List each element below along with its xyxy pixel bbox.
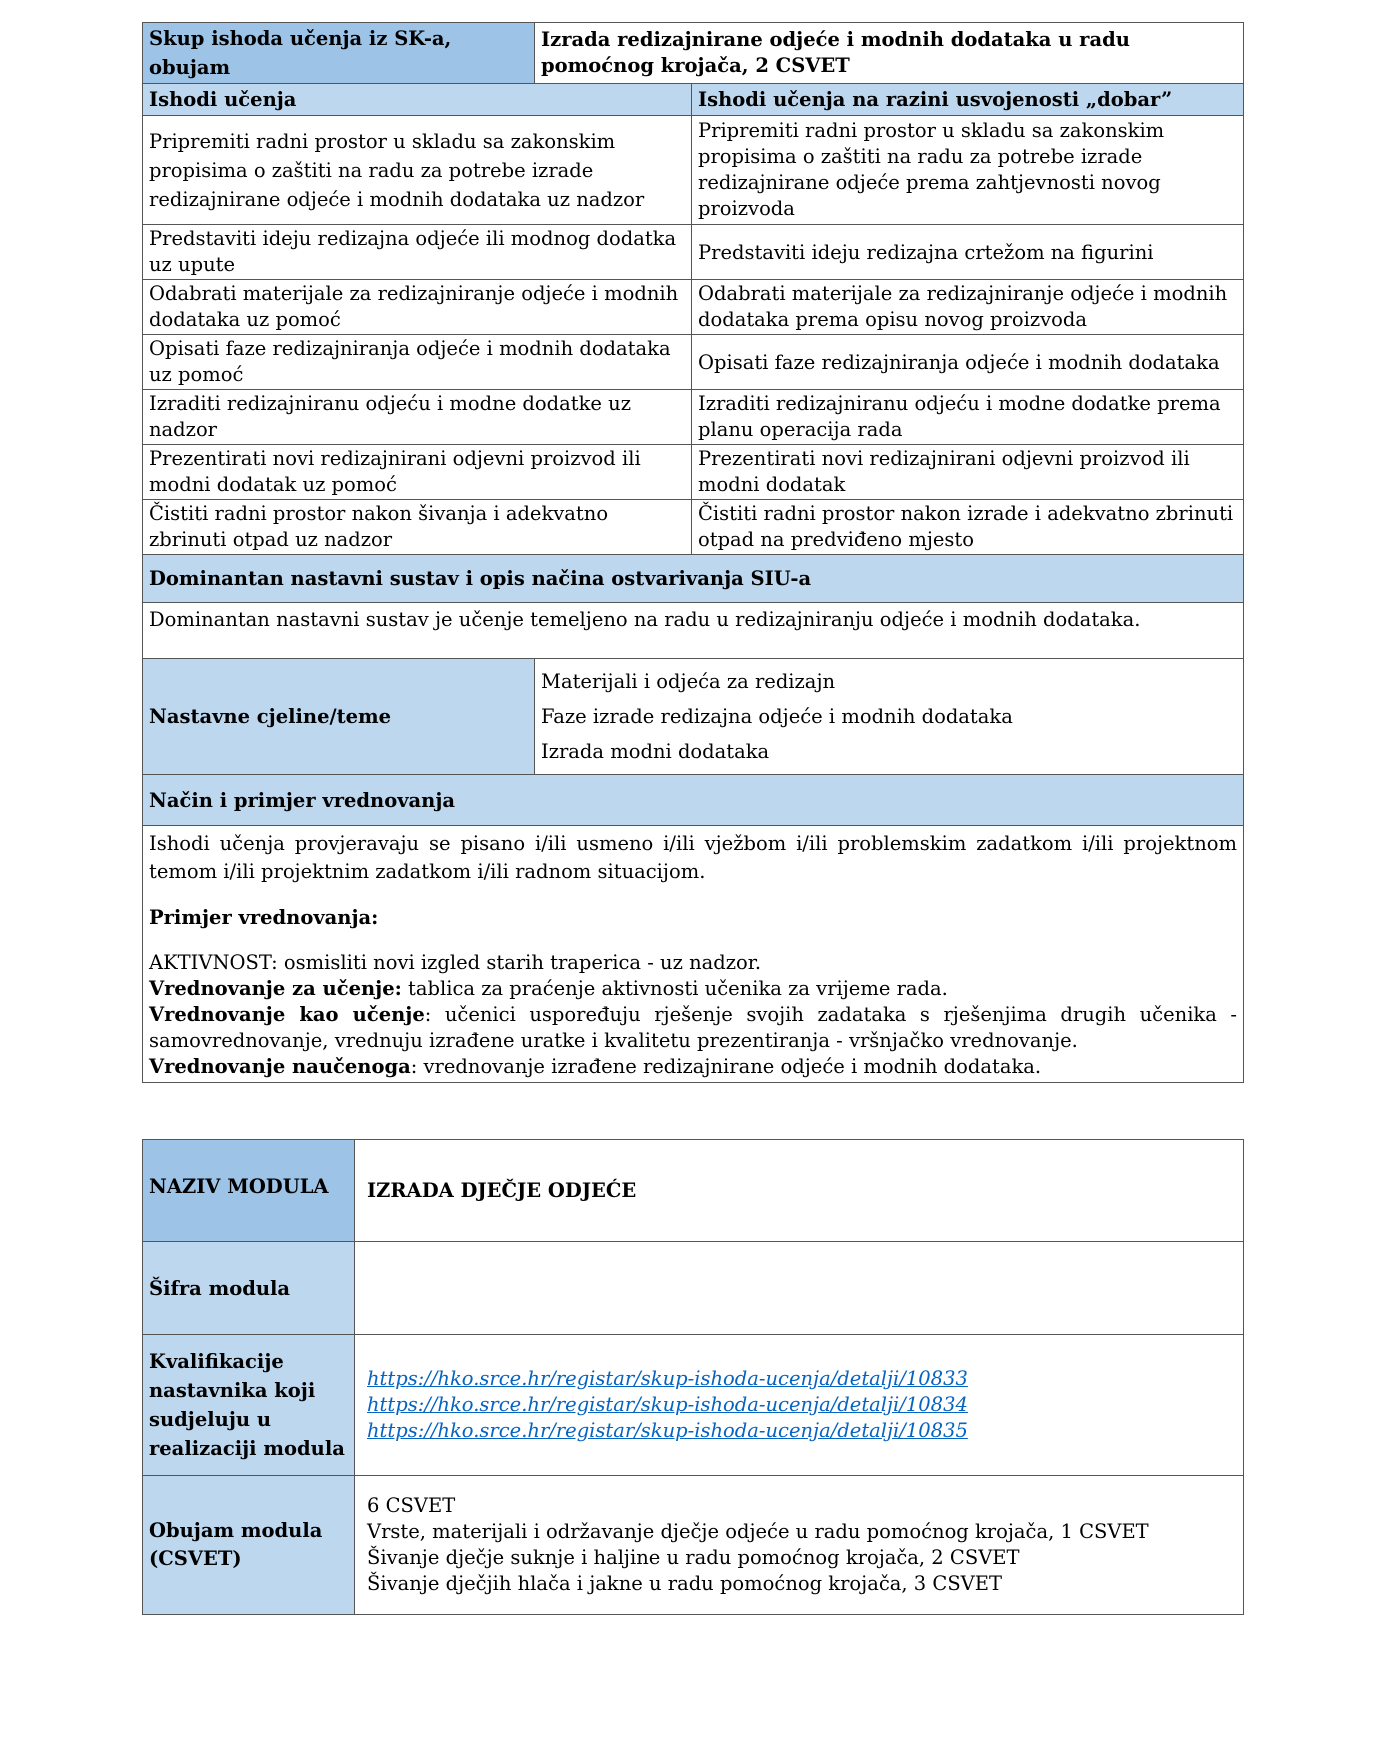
qualifications-label: Kvalifikacije nastavnika koji sudjeluju u realizaciji modula <box>143 1335 355 1476</box>
scope-line: Šivanje dječjih hlača i jakne u radu pomoćnog krojača, 3 CSVET <box>367 1572 1002 1595</box>
eval-body <box>143 826 1244 1083</box>
outcome-left: Predstaviti ideju redizajna odjeće ili modnog dodatka uz upute <box>143 225 692 280</box>
sku-label: Skup ishoda učenja iz SK-a, obujam <box>143 23 535 84</box>
module-code-row <box>143 1242 1244 1335</box>
eval-example-title: Primjer vrednovanja: <box>149 906 379 929</box>
scope-line: Vrste, materijali i održavanje dječje odjeće u radu pomoćnog krojača, 1 CSVET <box>367 1520 1149 1543</box>
outcome-right: Opisati faze redizajniranja odjeće i modnih dodataka <box>692 335 1244 390</box>
topics-label: Nastavne cjeline/teme <box>143 659 535 775</box>
qualification-link[interactable]: https://hko.srce.hr/registar/skup-ishoda-ucenja/detalji/10834 <box>367 1393 968 1416</box>
eval-item-label: Vrednovanje za učenje: <box>149 977 402 1000</box>
outcome-right: Čistiti radni prostor nakon izrade i adekvatno zbrinuti otpad na predviđeno mjesto <box>692 500 1244 555</box>
module-table <box>142 1139 1244 1615</box>
scope-label: Obujam modula (CSVET) <box>143 1476 355 1615</box>
module-code-label: Šifra modula <box>143 1242 355 1335</box>
sku-value: Izrada redizajnirane odjeće i modnih dodataka u radu pomoćnog krojača, 2 CSVET <box>535 23 1244 84</box>
spacer <box>142 1083 1243 1139</box>
eval-intro: Ishodi učenja provjeravaju se pisano i/ili usmeno i/ili vježbom i/ili problemskim zadatkom i/ili projektnom temom i/ili projektnim zadatkom i/ili radnom situacijom. <box>149 832 1237 883</box>
eval-item-label: Vrednovanje naučenoga <box>149 1055 411 1078</box>
dominant-text: Dominantan nastavni sustav je učenje temeljeno na radu u redizajniranju odjeće i modnih dodataka. <box>143 603 1244 659</box>
eval-item-text: : učenici uspoređuju rješenje svojih zadataka s rješenjima drugih učenika - samovrednovanje, vrednuju izrađene uratke i kvalitetu prezentiranja - vršnjačko vrednovanje. <box>149 1003 1237 1052</box>
module-name-label: NAZIV MODULA <box>143 1140 355 1242</box>
eval-body-row <box>143 826 1244 1083</box>
outcome-right: Pripremiti radni prostor u skladu sa zakonskim propisima o zaštiti na radu za potrebe izrade redizajnirane odjeće prema zahtjevnosti novog proizvoda <box>692 116 1244 225</box>
outcome-row <box>143 445 1244 500</box>
outcome-row <box>143 280 1244 335</box>
eval-item-label: Vrednovanje kao učenje <box>149 1003 425 1026</box>
scope-line: 6 CSVET <box>367 1494 456 1517</box>
outcome-left: Opisati faze redizajniranja odjeće i modnih dodataka uz pomoć <box>143 335 692 390</box>
qualification-link[interactable]: https://hko.srce.hr/registar/skup-ishoda-ucenja/detalji/10833 <box>367 1367 968 1390</box>
qualifications-links <box>355 1335 1244 1476</box>
outcomes-table <box>142 22 1244 1083</box>
scope-row <box>143 1476 1244 1615</box>
outcome-left: Prezentirati novi redizajnirani odjevni proizvod ili modni dodatak uz pomoć <box>143 445 692 500</box>
col-left-header: Ishodi učenja <box>143 84 692 116</box>
outcome-right: Odabrati materijale za redizajniranje odjeće i modnih dodataka prema opisu novog proizvoda <box>692 280 1244 335</box>
dominant-text-row <box>143 603 1244 659</box>
eval-activity: AKTIVNOST: osmisliti novi izgled starih traperica - uz nadzor. <box>149 951 762 974</box>
document <box>142 22 1243 1615</box>
outcome-left: Čistiti radni prostor nakon šivanja i adekvatno zbrinuti otpad uz nadzor <box>143 500 692 555</box>
topic-item: Faze izrade redizajna odjeće i modnih dodataka <box>541 705 1013 728</box>
outcomes-header-row <box>143 84 1244 116</box>
module-code-value <box>355 1242 1244 1335</box>
outcome-left: Pripremiti radni prostor u skladu sa zakonskim propisima o zaštiti na radu za potrebe izrade redizajnirane odjeće i modnih dodataka uz nadzor <box>143 116 692 225</box>
eval-item-text: : vrednovanje izrađene redizajnirane odjeće i modnih dodataka. <box>410 1055 1042 1078</box>
outcome-row <box>143 225 1244 280</box>
outcome-row <box>143 335 1244 390</box>
topic-item: Izrada modni dodataka <box>541 740 770 763</box>
topics-list <box>535 659 1244 775</box>
outcome-row <box>143 390 1244 445</box>
eval-item <box>149 1002 1237 1054</box>
eval-item-text: tablica za praćenje aktivnosti učenika za vrijeme rada. <box>401 977 948 1000</box>
eval-item <box>149 976 1237 1002</box>
col-right-header: Ishodi učenja na razini usvojenosti „dobar” <box>692 84 1244 116</box>
outcome-right: Prezentirati novi redizajnirani odjevni proizvod ili modni dodatak <box>692 445 1244 500</box>
outcome-right: Izraditi redizajniranu odjeću i modne dodatke prema planu operacija rada <box>692 390 1244 445</box>
module-name-value: IZRADA DJEČJE ODJEĆE <box>355 1140 1244 1242</box>
sku-row <box>143 23 1244 84</box>
dominant-header-row <box>143 555 1244 603</box>
scope-lines <box>355 1476 1244 1615</box>
outcome-left: Odabrati materijale za redizajniranje odjeće i modnih dodataka uz pomoć <box>143 280 692 335</box>
eval-item <box>149 1054 1237 1080</box>
outcome-row <box>143 500 1244 555</box>
module-name-row <box>143 1140 1244 1242</box>
eval-header: Način i primjer vrednovanja <box>143 775 1244 826</box>
scope-line: Šivanje dječje suknje i haljine u radu pomoćnog krojača, 2 CSVET <box>367 1546 1020 1569</box>
outcome-left: Izraditi redizajniranu odjeću i modne dodatke uz nadzor <box>143 390 692 445</box>
topic-item: Materijali i odjeća za redizajn <box>541 670 836 693</box>
qualifications-row <box>143 1335 1244 1476</box>
outcome-right: Predstaviti ideju redizajna crtežom na figurini <box>692 225 1244 280</box>
outcome-row <box>143 116 1244 225</box>
topics-row <box>143 659 1244 775</box>
dominant-header: Dominantan nastavni sustav i opis načina ostvarivanja SIU-a <box>143 555 1244 603</box>
qualification-link[interactable]: https://hko.srce.hr/registar/skup-ishoda-ucenja/detalji/10835 <box>367 1419 968 1442</box>
eval-header-row <box>143 775 1244 826</box>
